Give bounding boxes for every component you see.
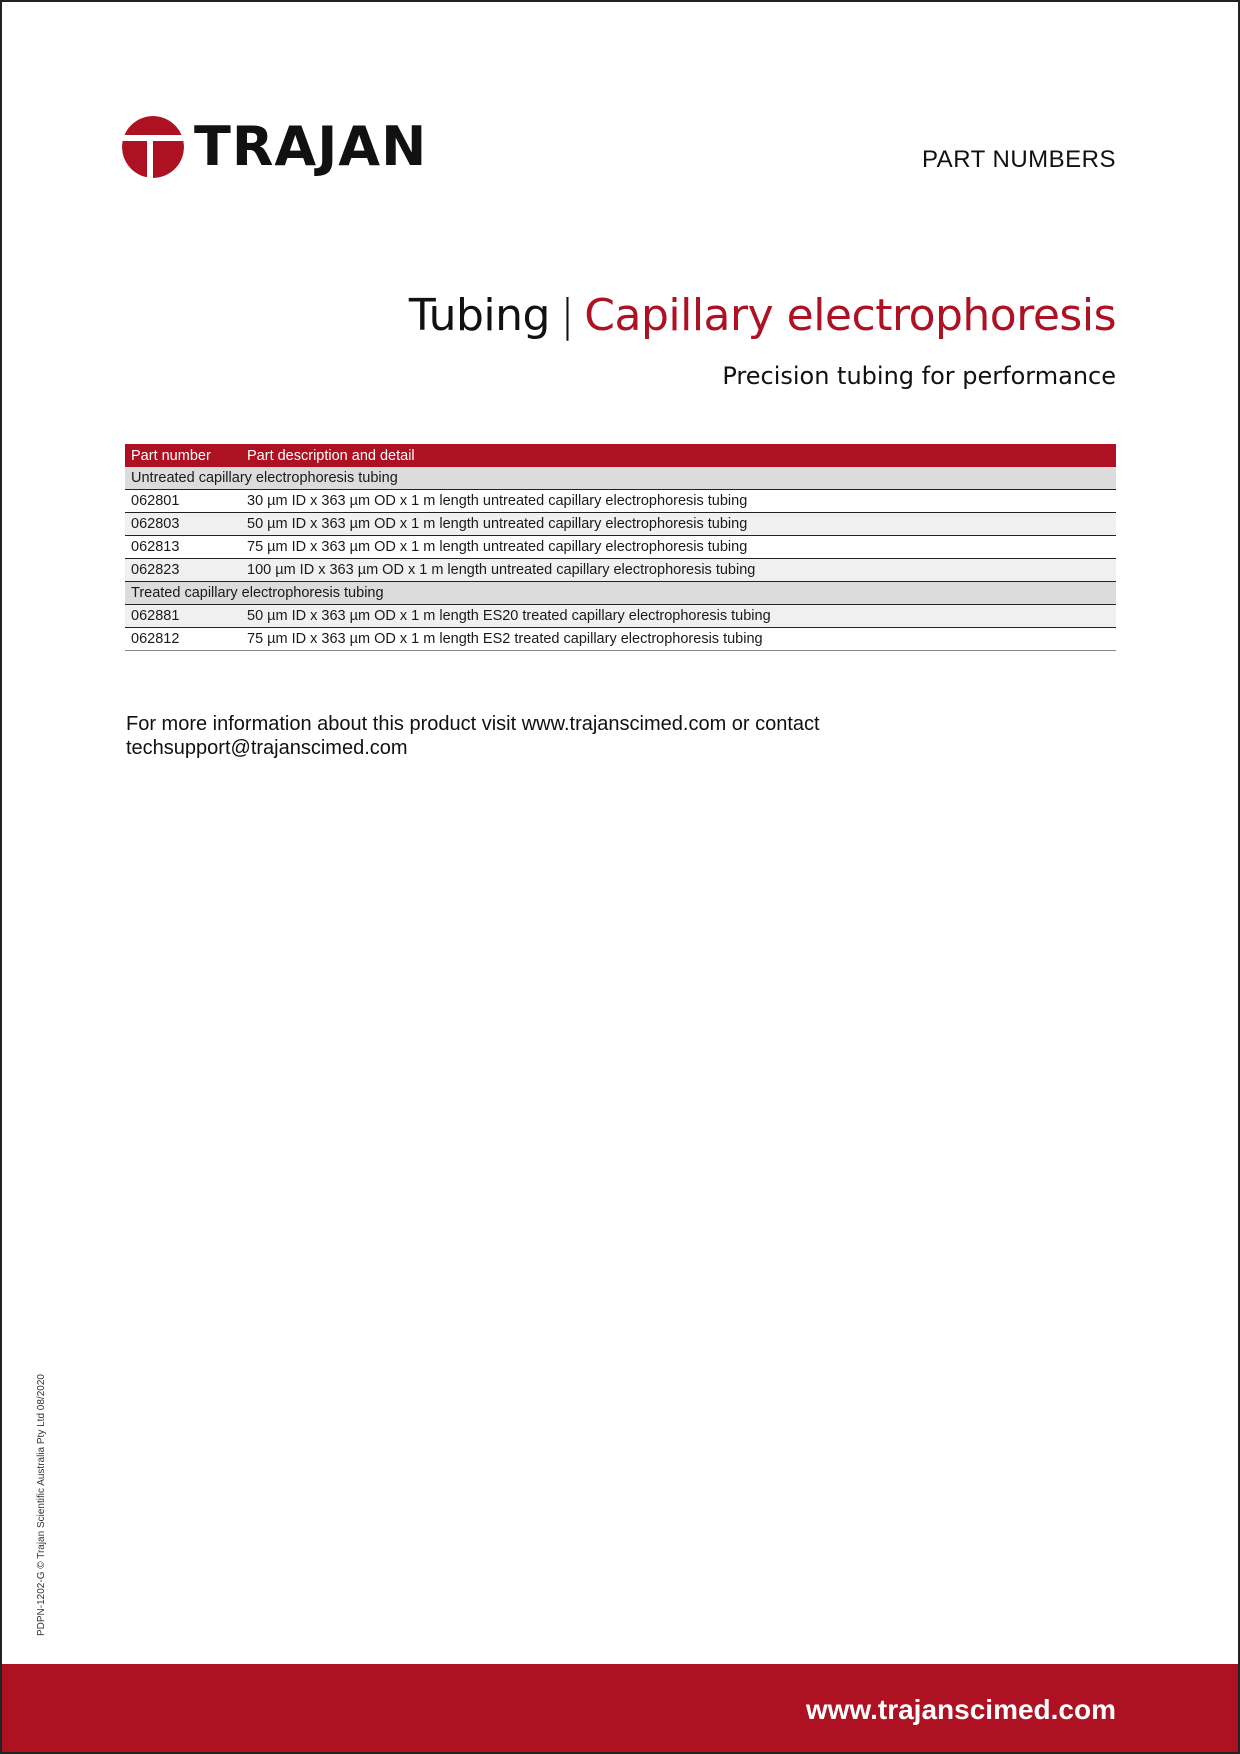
description-cell: 30 µm ID x 363 µm OD x 1 m length untreated capillary electrophoresis tubing <box>241 490 1116 513</box>
group-label: Untreated capillary electrophoresis tubing <box>125 467 1116 490</box>
trajan-t-logo-icon <box>122 116 184 178</box>
table-row <box>125 605 1116 628</box>
group-row-untreated <box>125 467 1116 490</box>
description-cell: 50 µm ID x 363 µm OD x 1 m length ES20 treated capillary electrophoresis tubing <box>241 605 1116 628</box>
footer-website-link[interactable]: www.trajanscimed.com <box>805 1694 1116 1725</box>
part-number-cell: 062823 <box>125 559 241 582</box>
title-separator: | <box>559 290 575 341</box>
description-cell: 75 µm ID x 363 µm OD x 1 m length ES2 treated capillary electrophoresis tubing <box>241 628 1116 651</box>
table-row <box>125 536 1116 559</box>
description-cell: 75 µm ID x 363 µm OD x 1 m length untreated capillary electrophoresis tubing <box>241 536 1116 559</box>
part-number-cell: 062801 <box>125 490 241 513</box>
part-number-cell: 062812 <box>125 628 241 651</box>
part-numbers-table <box>125 444 1116 651</box>
page-subtitle: Precision tubing for performance <box>722 362 1116 390</box>
page-title <box>408 290 1116 341</box>
column-header-part-number: Part number <box>125 444 241 467</box>
brand-name: TRAJAN <box>194 115 428 178</box>
title-accent: Capillary electrophoresis <box>584 290 1116 341</box>
footer-band <box>2 1664 1238 1752</box>
table-row <box>125 490 1116 513</box>
more-info-text <box>126 712 926 760</box>
more-info-line-2: techsupport@trajanscimed.com <box>126 737 408 759</box>
table-row <box>125 559 1116 582</box>
part-number-cell: 062803 <box>125 513 241 536</box>
description-cell: 50 µm ID x 363 µm OD x 1 m length untreated capillary electrophoresis tubing <box>241 513 1116 536</box>
brand-logo <box>122 114 427 180</box>
more-info-line-1: For more information about this product visit www.trajanscimed.com or contact <box>126 713 820 735</box>
part-number-cell: 062813 <box>125 536 241 559</box>
document-code: PDPN-1202-G © Trajan Scientific Australia Pty Ltd 08/2020 <box>36 1374 47 1636</box>
table-row <box>125 628 1116 651</box>
group-row-treated <box>125 582 1116 605</box>
description-cell: 100 µm ID x 363 µm OD x 1 m length untreated capillary electrophoresis tubing <box>241 559 1116 582</box>
table-header-row <box>125 444 1116 467</box>
doc-type-label: PART NUMBERS <box>921 146 1116 173</box>
group-label: Treated capillary electrophoresis tubing <box>125 582 1116 605</box>
title-main: Tubing <box>408 290 550 341</box>
table-row <box>125 513 1116 536</box>
part-number-cell: 062881 <box>125 605 241 628</box>
column-header-description: Part description and detail <box>241 444 1116 467</box>
